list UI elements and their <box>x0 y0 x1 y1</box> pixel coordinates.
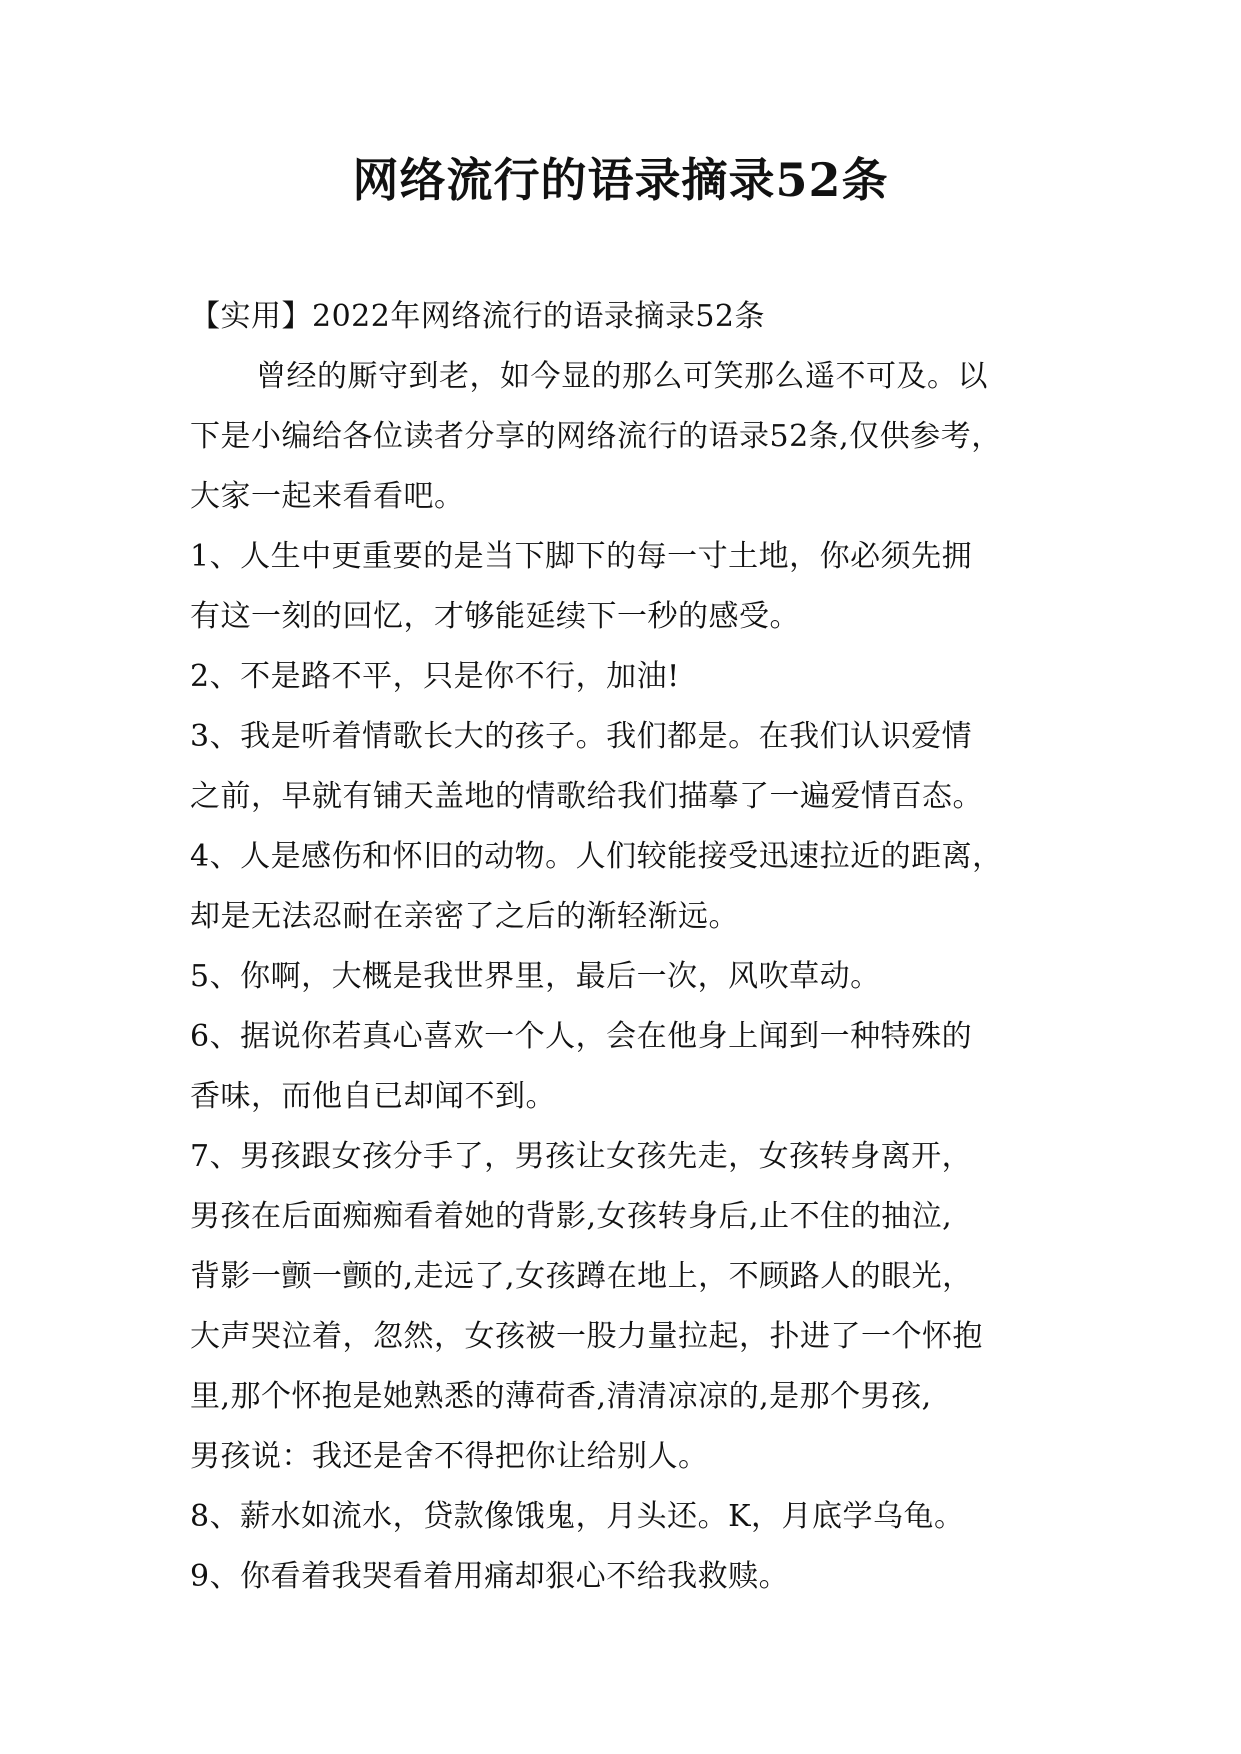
quote-line: 2、不是路不平，只是你不行，加油! <box>190 659 680 694</box>
quote-line: 3、我是听着情歌长大的孩子。我们都是。在我们认识爱情 <box>190 719 973 754</box>
quote-line: 9、你看着我哭看着用痛却狠心不给我救赎。 <box>190 1559 790 1594</box>
quote-line: 香味，而他自已却闻不到。 <box>190 1079 556 1114</box>
quote-line: 之前，早就有铺天盖地的情歌给我们描摹了一遍爱情百态。 <box>190 779 983 814</box>
quote-line: 6、据说你若真心喜欢一个人，会在他身上闻到一种特殊的 <box>190 1019 973 1054</box>
intro-line: 曾经的厮守到老，如今显的那么可笑那么遥不可及。以 <box>256 359 988 394</box>
quote-line: 大声哭泣着，忽然，女孩被一股力量拉起，扑进了一个怀抱 <box>190 1319 983 1354</box>
quote-line: 5、你啊，大概是我世界里，最后一次，风吹草动。 <box>190 959 881 994</box>
document-title: 网络流行的语录摘录52条 <box>352 153 889 207</box>
quote-line: 男孩说：我还是舍不得把你让给别人。 <box>190 1439 709 1474</box>
document-body <box>190 287 1070 1607</box>
intro-line: 下是小编给各位读者分享的网络流行的语录52条,仅供参考， <box>190 419 1002 454</box>
quote-line: 却是无法忍耐在亲密了之后的渐轻渐远。 <box>190 899 739 934</box>
quote-line: 男孩在后面痴痴看着她的背影,女孩转身后,止不住的抽泣, <box>190 1199 953 1234</box>
quote-line: 1、人生中更重要的是当下脚下的每一寸土地，你必须先拥 <box>190 539 973 574</box>
intro-line: 大家一起来看看吧。 <box>190 479 465 514</box>
quote-line: 8、薪水如流水，贷款像饿鬼，月头还。K，月底学乌龟。 <box>190 1499 965 1534</box>
quote-line: 里,那个怀抱是她熟悉的薄荷香,清清凉凉的,是那个男孩, <box>190 1379 932 1414</box>
subtitle-line: 【实用】2022年网络流行的语录摘录52条 <box>190 299 766 334</box>
quote-line: 4、人是感伤和怀旧的动物。人们较能接受迅速拉近的距离， <box>190 839 1003 874</box>
quote-line: 7、男孩跟女孩分手了，男孩让女孩先走，女孩转身离开， <box>190 1139 973 1174</box>
quote-line: 背影一颤一颤的,走远了,女孩蹲在地上，不顾路人的眼光， <box>190 1259 973 1294</box>
quote-line: 有这一刻的回忆，才够能延续下一秒的感受。 <box>190 599 800 634</box>
